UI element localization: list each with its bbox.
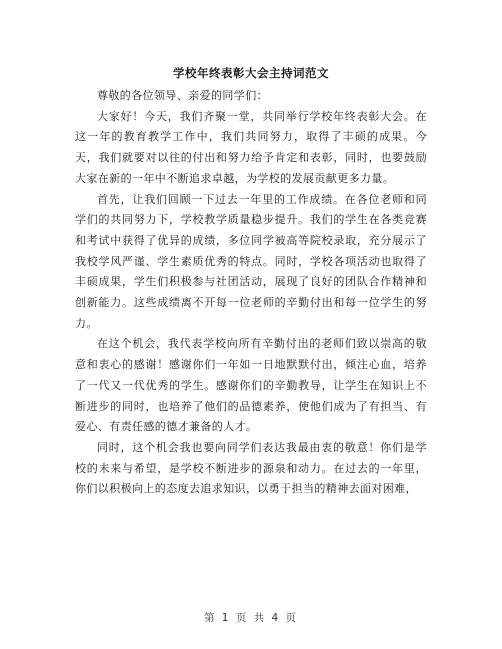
- page-number-footer: 第 1 页 共 4 页: [203, 612, 299, 624]
- salutation-paragraph: 尊敬的各位领导、亲爱的同学们：: [97, 89, 268, 102]
- document-title: 学校年终表彰大会主持词范文: [173, 66, 329, 80]
- body-paragraph: 同时，这个机会我也要向同学们表达我最由衷的敬意！你们是学校的未来与希望，是学校不断进步的源泉和动力。在过去的一年里，你们以积极向上的态度去追求知识，以勇于担当的精神去面对困难，: [75, 440, 427, 496]
- body-paragraph: 首先，让我们回顾一下过去一年里的工作成绩。在各位老师和同学们的共同努力下，学校教学质量稳步提升。我们的学生在各类竞赛和考试中获得了优异的成绩，多位同学被高等院校录取，充分展示了我校学风严谨、学生素质优秀的特点。同时，学校各项活动也取得了丰硕成果，学生们积极参与社团活动，展现了良好的团队合作精神和创新能力。这些成绩离不开每一位老师的辛勤付出和每一位学生的努力。: [75, 192, 427, 330]
- document-body: [75, 86, 427, 500]
- body-paragraph: 在这个机会，我代表学校向所有辛勤付出的老师们致以崇高的敬意和衷心的感谢！感谢你们一年如一日地默默付出，倾注心血，培养了一代又一代优秀的学生。感谢你们的辛勤教导，让学生在知识上不断进步的同时，也培养了他们的品德素养，使他们成为了有担当、有爱心、有责任感的德才兼备的人才。: [75, 337, 427, 434]
- body-paragraph: 大家好！今天，我们齐聚一堂，共同举行学校年终表彰大会。在这一年的教育教学工作中，我们共同努力，取得了丰硕的成果。今天，我们就要对以往的付出和努力给予肯定和表彰，同时，也要鼓励大家在新的一年中不断追求卓越，为学校的发展贡献更多力量。: [75, 109, 427, 185]
